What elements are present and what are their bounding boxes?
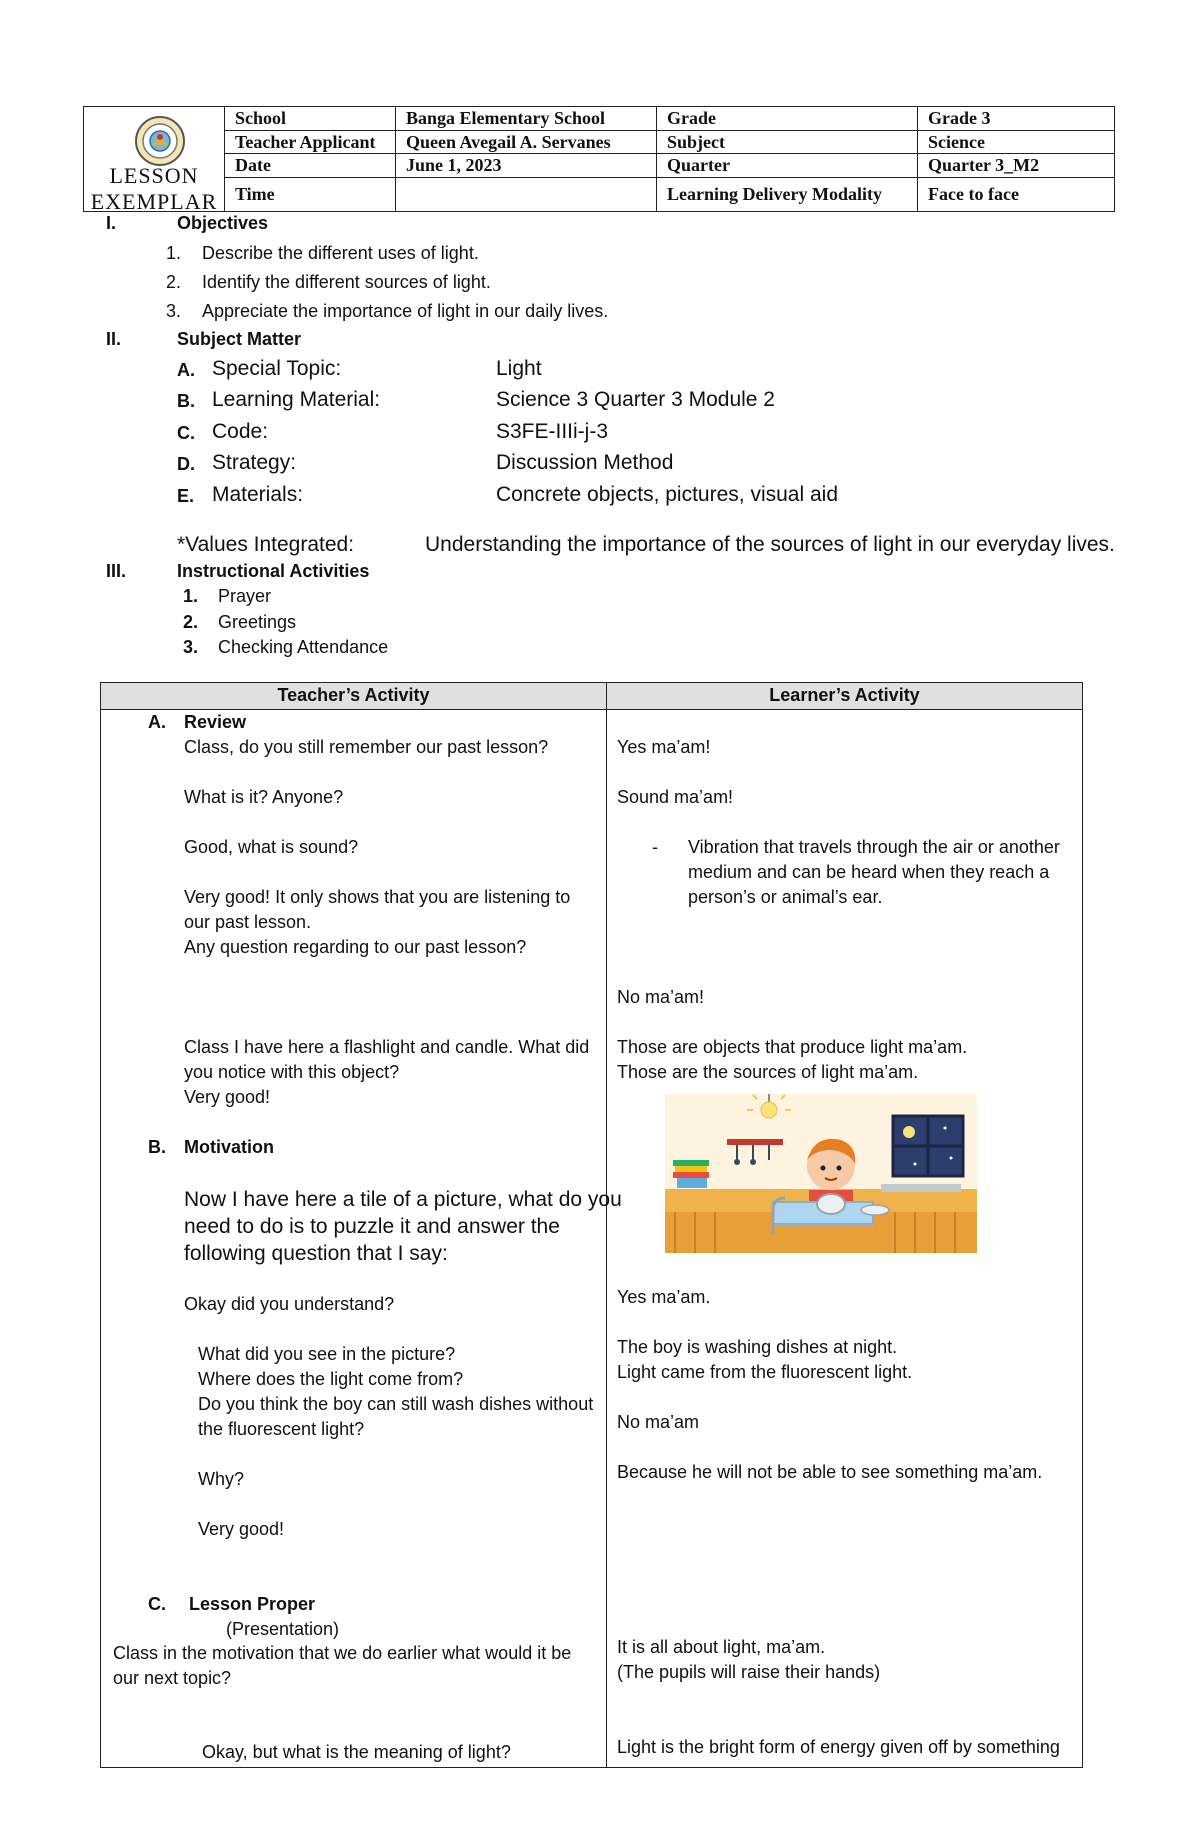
motivation-heading: Motivation (184, 1137, 274, 1157)
instructional-item: Checking Attendance (218, 637, 389, 657)
subject-item-value: Science 3 Quarter 3 Module 2 (496, 388, 775, 411)
learner-line: (The pupils will raise their hands) (617, 1662, 881, 1682)
lesson-proper-letter: C. (148, 1594, 166, 1614)
modality-label: Learning Delivery Modality (657, 178, 918, 212)
objective-1-number: 1. (166, 243, 182, 263)
review-heading: Review (184, 712, 247, 732)
teacher-line: need to do is to puzzle it and answer the (184, 1215, 560, 1238)
learner-line: Because he will not be able to see something ma’am. (617, 1462, 1043, 1482)
objective-3-number: 3. (166, 301, 182, 321)
instructional-item: Prayer (218, 586, 272, 606)
teacher-line: Do you think the boy can still wash dishes without (198, 1394, 594, 1414)
quarter-value: Quarter 3_M2 (918, 154, 1115, 178)
date-value: June 1, 2023 (396, 154, 657, 178)
values-label: *Values Integrated: (177, 533, 355, 556)
teacher-line: our past lesson. (184, 912, 312, 932)
logo-exemplar-text: EXEMPLAR (90, 189, 218, 214)
subject-item-value: S3FE-IIIi-j-3 (496, 420, 609, 443)
objectives-number: I. (106, 213, 117, 233)
teacher-activity-header: Teacher’s Activity (277, 685, 430, 705)
instructional-heading: Instructional Activities (177, 561, 370, 581)
date-label: Date (225, 154, 396, 178)
subject-value: Science (918, 130, 1115, 154)
teacher-line: our next topic? (113, 1668, 232, 1688)
instructional-item: Greetings (218, 612, 297, 632)
motivation-letter: B. (148, 1137, 166, 1157)
time-label: Time (225, 178, 396, 212)
subject-item-letter: B. (177, 391, 195, 411)
teacher-line: following question that I say: (184, 1242, 448, 1265)
activity-table-header (101, 683, 1082, 710)
learner-activity-header: Learner’s Activity (769, 685, 920, 705)
quarter-label: Quarter (657, 154, 918, 178)
teacher-line: Good, what is sound? (184, 837, 359, 857)
school-seal-icon (134, 115, 186, 167)
teacher-line: Class, do you still remember our past lesson? (184, 737, 549, 757)
subject-item-letter: A. (177, 360, 195, 380)
dash-bullet: - (652, 837, 658, 857)
modality-value: Face to face (918, 178, 1115, 212)
objective-item: Identify the different sources of light. (202, 272, 491, 292)
instructional-item-number: 2. (183, 612, 199, 632)
subject-item-letter: C. (177, 423, 195, 443)
teacher-line: Very good! (184, 1087, 271, 1107)
instructional-number: III. (106, 561, 127, 581)
logo-lesson-text: LESSON (109, 163, 199, 188)
subject-item-label: Special Topic: (212, 357, 342, 380)
learner-line: medium and can be heard when they reach a (688, 862, 1050, 882)
objective-item: Describe the different uses of light. (202, 243, 479, 263)
learner-line: person’s or animal’s ear. (688, 887, 883, 907)
lesson-proper-heading: Lesson Proper (189, 1594, 316, 1614)
boy-washing-dishes-image (665, 1094, 977, 1253)
teacher-line: Class in the motivation that we do earlier what would it be (113, 1643, 572, 1663)
learner-line: Sound ma’am! (617, 787, 734, 807)
presentation-label: (Presentation) (226, 1619, 340, 1639)
learner-line: Yes ma’am. (617, 1287, 711, 1307)
learner-line: It is all about light, ma’am. (617, 1637, 826, 1657)
instructional-item-number: 3. (183, 637, 199, 657)
values-text: Understanding the importance of the sources of light in our everyday lives. (425, 533, 1115, 556)
teacher-line: Very good! (198, 1519, 285, 1539)
teacher-label: Teacher Applicant (225, 130, 396, 154)
teacher-line: the fluorescent light? (198, 1419, 365, 1439)
teacher-line: Any question regarding to our past lesson? (184, 937, 527, 957)
subject-item-label: Learning Material: (212, 388, 381, 411)
subject-matter-heading: Subject Matter (177, 329, 302, 349)
grade-value: Grade 3 (918, 107, 1115, 131)
subject-item-value: Discussion Method (496, 451, 674, 474)
learner-line: No ma’am! (617, 987, 705, 1007)
learner-line: Those are the sources of light ma’am. (617, 1062, 919, 1082)
objective-item: Appreciate the importance of light in our daily lives. (202, 301, 609, 321)
teacher-line: Very good! It only shows that you are listening to (184, 887, 571, 907)
logo-cell (84, 107, 225, 212)
teacher-line: Why? (198, 1469, 245, 1489)
time-value (396, 178, 657, 212)
learner-line: Light is the bright form of energy given off by something (617, 1737, 1060, 1757)
subject-item-label: Strategy: (212, 451, 297, 474)
objective-2-number: 2. (166, 272, 182, 292)
subject-matter-number: II. (106, 329, 122, 349)
teacher-line: What is it? Anyone? (184, 787, 344, 807)
objectives-heading: Objectives (177, 213, 269, 233)
learner-line: Yes ma’am! (617, 737, 711, 757)
review-letter: A. (148, 712, 166, 732)
header-table (83, 106, 1115, 212)
subject-item-label: Code: (212, 420, 269, 443)
learner-line: Vibration that travels through the air or another (688, 837, 1060, 857)
subject-item-value: Light (496, 357, 542, 380)
learner-line: No ma’am (617, 1412, 700, 1432)
subject-item-value: Concrete objects, pictures, visual aid (496, 483, 838, 506)
teacher-line: Okay did you understand? (184, 1294, 395, 1314)
column-divider (606, 683, 607, 1767)
teacher-line: Class I have here a flashlight and candle. What did (184, 1037, 590, 1057)
teacher-line: Now I have here a tile of a picture, what do you (184, 1188, 622, 1211)
teacher-line: Where does the light come from? (198, 1369, 464, 1389)
instructional-item-number: 1. (183, 586, 199, 606)
teacher-value: Queen Avegail A. Servanes (396, 130, 657, 154)
school-value: Banga Elementary School (396, 107, 657, 131)
grade-label: Grade (657, 107, 918, 131)
teacher-line: What did you see in the picture? (198, 1344, 456, 1364)
subject-label: Subject (657, 130, 918, 154)
learner-line: Those are objects that produce light ma’am. (617, 1037, 968, 1057)
subject-item-letter: D. (177, 454, 195, 474)
school-label: School (225, 107, 396, 131)
subject-item-label: Materials: (212, 483, 304, 506)
learner-line: The boy is washing dishes at night. (617, 1337, 898, 1357)
teacher-line: you notice with this object? (184, 1062, 400, 1082)
learner-line: Light came from the fluorescent light. (617, 1362, 913, 1382)
teacher-line: Okay, but what is the meaning of light? (202, 1742, 511, 1762)
subject-item-letter: E. (177, 486, 195, 506)
